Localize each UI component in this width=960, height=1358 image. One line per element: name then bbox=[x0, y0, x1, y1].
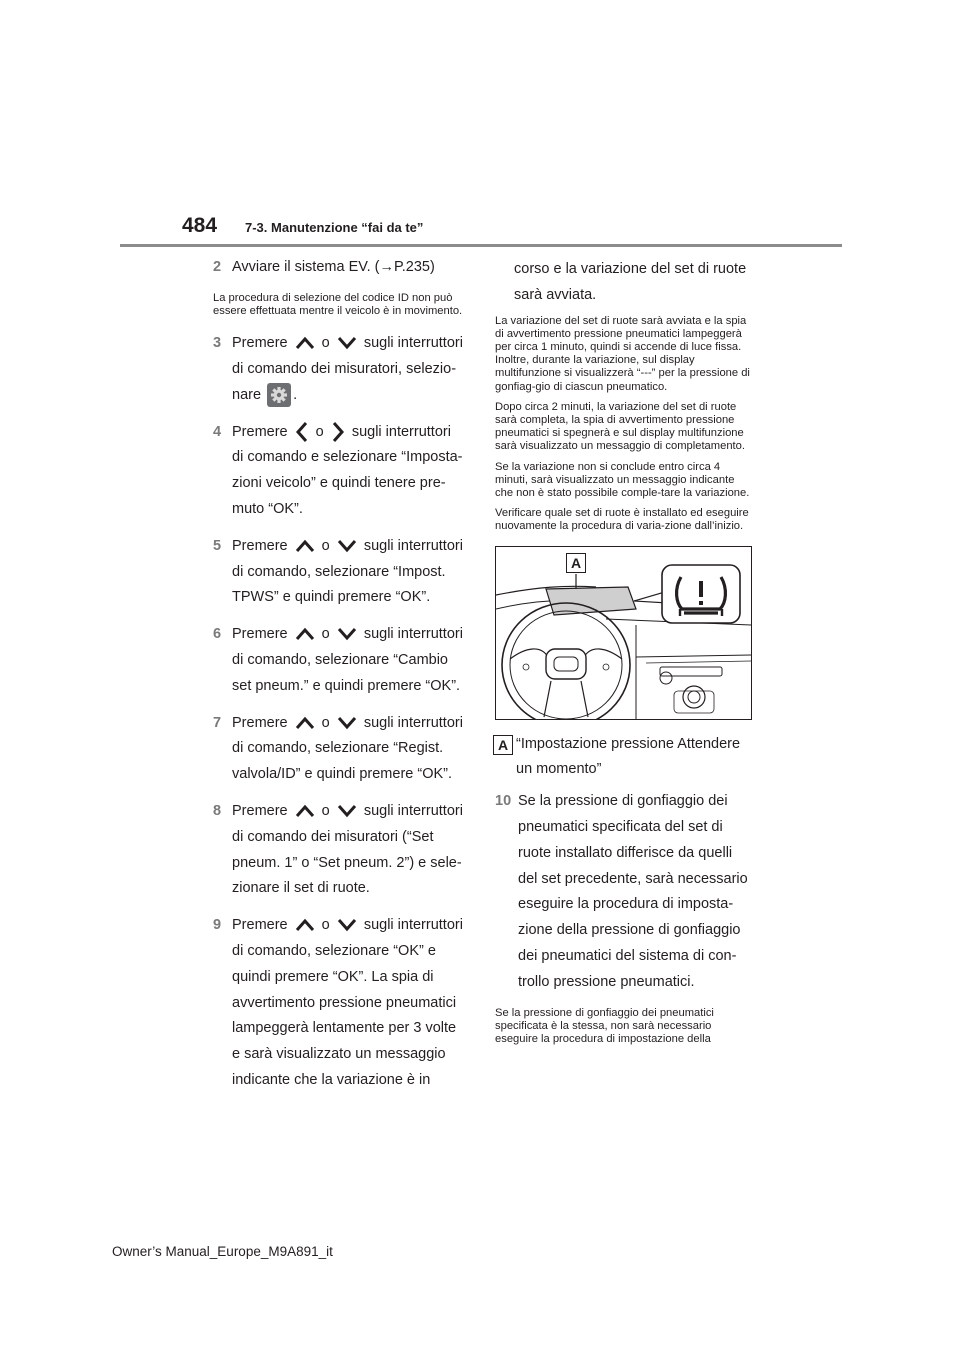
chevron-down-icon bbox=[337, 804, 357, 818]
step-text-mid: o bbox=[321, 335, 330, 352]
step-text-post: sugli interruttori di comando, selezionare “Cambio set pneum.” e quindi premere “OK”. bbox=[232, 626, 463, 694]
step-9 bbox=[213, 913, 465, 1094]
step-number: 5 bbox=[213, 537, 222, 554]
left-column bbox=[213, 255, 465, 1105]
note-variation-complete: Dopo circa 2 minuti, la variazione del set di ruote sarà completa, la spia di avvertimento pressione pneumatici si spegnerà e sul display multifunzione sarà visualizzato un messaggio di completamento. bbox=[495, 400, 745, 453]
chevron-down-icon bbox=[337, 336, 357, 350]
step-text-post: sugli interruttori di comando dei misuratori (“Set pneum. 1” o “Set pneum. 2”) e sele-zionare il set di ruote. bbox=[232, 802, 463, 897]
footer-manual-id: Owner’s Manual_Europe_M9A891_it bbox=[112, 1244, 333, 1259]
callout-leader-line bbox=[496, 547, 751, 719]
step-text-pre: Premere bbox=[232, 917, 288, 934]
step-text-pre: Premere bbox=[232, 626, 288, 643]
step-2-note: La procedura di selezione del codice ID non può essere effettuata mentre il veicolo è in movimento. bbox=[213, 291, 463, 317]
step-number: 4 bbox=[213, 423, 222, 440]
settings-gear-icon bbox=[267, 383, 291, 407]
step-text-post: sugli interruttori di comando, selezionare “OK” e quindi premere “OK”. La spia di avvertimento pressione pneumatici lampeggerà lentamente per 3 volte e sarà visualizzato un messaggio indicante che la variazione è in bbox=[232, 917, 463, 1088]
step-text-mid: o bbox=[321, 917, 330, 934]
figure-caption bbox=[495, 732, 755, 784]
chevron-up-icon bbox=[295, 336, 315, 350]
chevron-right-icon bbox=[331, 421, 345, 443]
chevron-left-icon bbox=[295, 421, 309, 443]
note-variation-timeout: Se la variazione non si conclude entro circa 4 minuti, sarà visualizzato un messaggio indicante che non è stato possibile comple-tare la variazione. bbox=[495, 460, 750, 500]
step-10 bbox=[495, 789, 755, 995]
header-rule bbox=[120, 244, 842, 247]
step-text-pre: Premere bbox=[232, 802, 288, 819]
step-text-end: . bbox=[293, 386, 298, 403]
step-text-pre: Premere bbox=[232, 714, 288, 731]
step-text-post: sugli interruttori di comando, selezionare “Impost. TPWS” e quindi premere “OK”. bbox=[232, 537, 463, 606]
caption-text: “Impostazione pressione Attendere un momento” bbox=[516, 735, 741, 778]
step-text-post: sugli interruttori di comando e selezionare “Imposta-zioni veicolo” e quindi tenere pre-muto “OK”. bbox=[232, 423, 463, 517]
chevron-up-icon bbox=[295, 627, 315, 641]
step-number: 6 bbox=[213, 626, 222, 643]
step-text-mid: o bbox=[321, 537, 330, 554]
step-text-pre: Premere bbox=[232, 537, 288, 554]
note-same-pressure: Se la pressione di gonfiaggio dei pneumatici specificata è la stessa, non sarà necessario eseguire la procedura di impostazione della bbox=[495, 1006, 714, 1046]
dashboard-illustration bbox=[495, 546, 752, 720]
step-text-post: sugli interruttori di comando dei misuratori, selezio-nare bbox=[232, 335, 463, 403]
step-5 bbox=[213, 534, 465, 611]
step-number: 9 bbox=[213, 917, 222, 934]
step-text-mid: o bbox=[315, 423, 324, 440]
chevron-down-icon bbox=[337, 539, 357, 553]
step-3 bbox=[213, 331, 465, 408]
step-text-mid: o bbox=[321, 714, 330, 731]
callout-label: A bbox=[566, 553, 586, 573]
step-number: 3 bbox=[213, 335, 222, 352]
step-text: Se la pressione di gonfiaggio dei pneumatici specificata del set di ruote installato differisce da quelli del set precedente, sarà necessario eseguire la procedura di imposta-zione della pressione di gonfiaggio dei pneumatici del sistema di con-trollo pressione pneumatici. bbox=[518, 793, 748, 990]
note-verify-wheel-set: Verificare quale set di ruote è installato ed eseguire nuovamente la procedura di varia-zione dall’inizio. bbox=[495, 507, 749, 533]
step-text: Avviare il sistema EV. (→P.235) bbox=[232, 259, 435, 275]
step-number: 7 bbox=[213, 714, 222, 731]
caption-label: A bbox=[493, 735, 513, 755]
step-text-pre: Premere bbox=[232, 423, 288, 440]
right-column bbox=[495, 257, 755, 1053]
chevron-up-icon bbox=[295, 804, 315, 818]
step-number: 2 bbox=[213, 259, 222, 275]
step-2 bbox=[213, 255, 465, 281]
section-title: 7-3. Manutenzione “fai da te” bbox=[245, 220, 424, 235]
page-number: 484 bbox=[182, 214, 218, 237]
step-4 bbox=[213, 420, 465, 523]
chevron-down-icon bbox=[337, 918, 357, 932]
step-text-mid: o bbox=[321, 802, 330, 819]
chevron-up-icon bbox=[295, 539, 315, 553]
step-number: 10 bbox=[495, 793, 512, 810]
chevron-down-icon bbox=[337, 627, 357, 641]
note-variation-start: La variazione del set di ruote sarà avviata e la spia di avvertimento pressione pneumatici lampeggerà per circa 1 minuto, quindi si accende di luce fissa. Inoltre, durante la variazione, sul display multifunzione si visualizzerà “---” per la pressione di gonfiag-gio di ciascun pneumatico. bbox=[495, 314, 750, 393]
step-7 bbox=[213, 711, 465, 788]
step-6 bbox=[213, 622, 465, 699]
chevron-up-icon bbox=[295, 918, 315, 932]
step-8 bbox=[213, 799, 465, 902]
step-text-pre: Premere bbox=[232, 335, 288, 352]
chevron-up-icon bbox=[295, 716, 315, 730]
step-text-post: sugli interruttori di comando, selezionare “Regist. valvola/ID” e quindi premere “OK”. bbox=[232, 714, 463, 783]
step-9-continuation: corso e la variazione del set di ruote sarà avviata. bbox=[514, 261, 747, 303]
step-text-mid: o bbox=[321, 626, 330, 643]
step-number: 8 bbox=[213, 802, 222, 819]
chevron-down-icon bbox=[337, 716, 357, 730]
